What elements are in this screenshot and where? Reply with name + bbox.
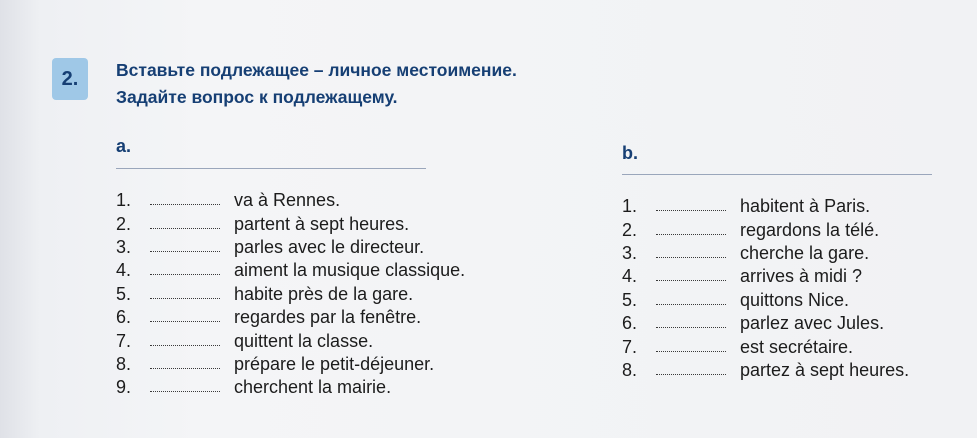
column-b-item-text: est secrétaire. — [740, 336, 854, 357]
answer-blank[interactable] — [150, 216, 220, 229]
column-b-list — [622, 195, 909, 382]
column-a-label: a. — [116, 136, 132, 156]
column-b-divider — [622, 174, 932, 175]
column-a-item-text: quittent la classe. — [234, 330, 374, 351]
answer-blank[interactable] — [150, 309, 220, 322]
column-a-item-number: 3. — [116, 236, 132, 257]
column-a-item-number: 6. — [116, 307, 132, 328]
column-a-item — [116, 236, 465, 259]
instruction-line-2: Задайте вопрос к подлежащему. — [116, 87, 398, 107]
column-a-item-text: parles avec le directeur. — [234, 236, 425, 257]
column-b-item — [622, 359, 909, 382]
column-b-item-number: 2. — [622, 219, 638, 240]
column-a-item-text: aiment la musique classique. — [234, 260, 466, 281]
column-a-item-number: 4. — [116, 260, 132, 281]
answer-blank[interactable] — [656, 268, 726, 281]
column-a-item-number: 1. — [116, 190, 132, 211]
column-a-list — [116, 189, 465, 400]
column-b-item — [622, 195, 909, 218]
column-a-item — [116, 212, 465, 235]
column-b-item — [622, 242, 909, 265]
column-a-item-text: va à Rennes. — [234, 190, 341, 211]
column-b-item — [622, 265, 909, 288]
column-b-item — [622, 289, 909, 312]
column-a-item — [116, 259, 465, 282]
answer-blank[interactable] — [150, 379, 220, 392]
column-b-item-number: 7. — [622, 336, 638, 357]
column-b-item-text: parlez avec Jules. — [740, 313, 885, 334]
column-a-item — [116, 283, 465, 306]
column-a-item — [116, 189, 465, 212]
answer-blank[interactable] — [656, 339, 726, 352]
column-b-item — [622, 312, 909, 335]
answer-blank[interactable] — [150, 286, 220, 299]
column-b-item-number: 3. — [622, 242, 638, 263]
column-b-item-text: arrives à midi ? — [740, 266, 863, 287]
column-b-item-number: 4. — [622, 266, 638, 287]
column-b-item-text: quittons Nice. — [740, 289, 850, 310]
column-a-item — [116, 306, 465, 329]
answer-blank[interactable] — [150, 239, 220, 252]
column-a-item-text: habite près de la gare. — [234, 283, 414, 304]
column-b-item-number: 1. — [622, 196, 638, 217]
column-b-item-number: 5. — [622, 289, 638, 310]
column-a-item — [116, 353, 465, 376]
column-b-item — [622, 218, 909, 241]
column-a-divider — [116, 168, 426, 169]
answer-blank[interactable] — [656, 198, 726, 211]
column-a-item-text: cherchent la mairie. — [234, 377, 392, 398]
column-b-item-text: partez à sept heures. — [740, 359, 910, 380]
answer-blank[interactable] — [656, 315, 726, 328]
answer-blank[interactable] — [150, 192, 220, 205]
instruction-line-1: Вставьте подлежащее – личное местоимение. — [116, 60, 517, 80]
answer-blank[interactable] — [656, 362, 726, 375]
column-a-item-number: 2. — [116, 213, 132, 234]
column-b-item-text: cherche la gare. — [740, 242, 870, 263]
column-b-label: b. — [622, 143, 638, 163]
column-a-item-number: 9. — [116, 377, 132, 398]
answer-blank[interactable] — [150, 333, 220, 346]
answer-blank[interactable] — [150, 356, 220, 369]
column-b-item-text: regardons la télé. — [740, 219, 880, 240]
column-a-item — [116, 376, 465, 399]
column-b-item — [622, 335, 909, 358]
column-a-item-number: 5. — [116, 283, 132, 304]
column-a-item — [116, 329, 465, 352]
column-b-item-number: 6. — [622, 313, 638, 334]
column-a-item-text: regardes par la fenêtre. — [234, 307, 422, 328]
answer-blank[interactable] — [150, 262, 220, 275]
column-a-item-number: 7. — [116, 330, 132, 351]
task-number-badge: 2. — [52, 58, 88, 100]
column-a-item-text: partent à sept heures. — [234, 213, 410, 234]
column-b-item-text: habitent à Paris. — [740, 196, 871, 217]
answer-blank[interactable] — [656, 222, 726, 235]
column-a-item-text: prépare le petit-déjeuner. — [234, 353, 435, 374]
answer-blank[interactable] — [656, 292, 726, 305]
column-a-item-number: 8. — [116, 353, 132, 374]
answer-blank[interactable] — [656, 245, 726, 258]
column-b-item-number: 8. — [622, 359, 638, 380]
